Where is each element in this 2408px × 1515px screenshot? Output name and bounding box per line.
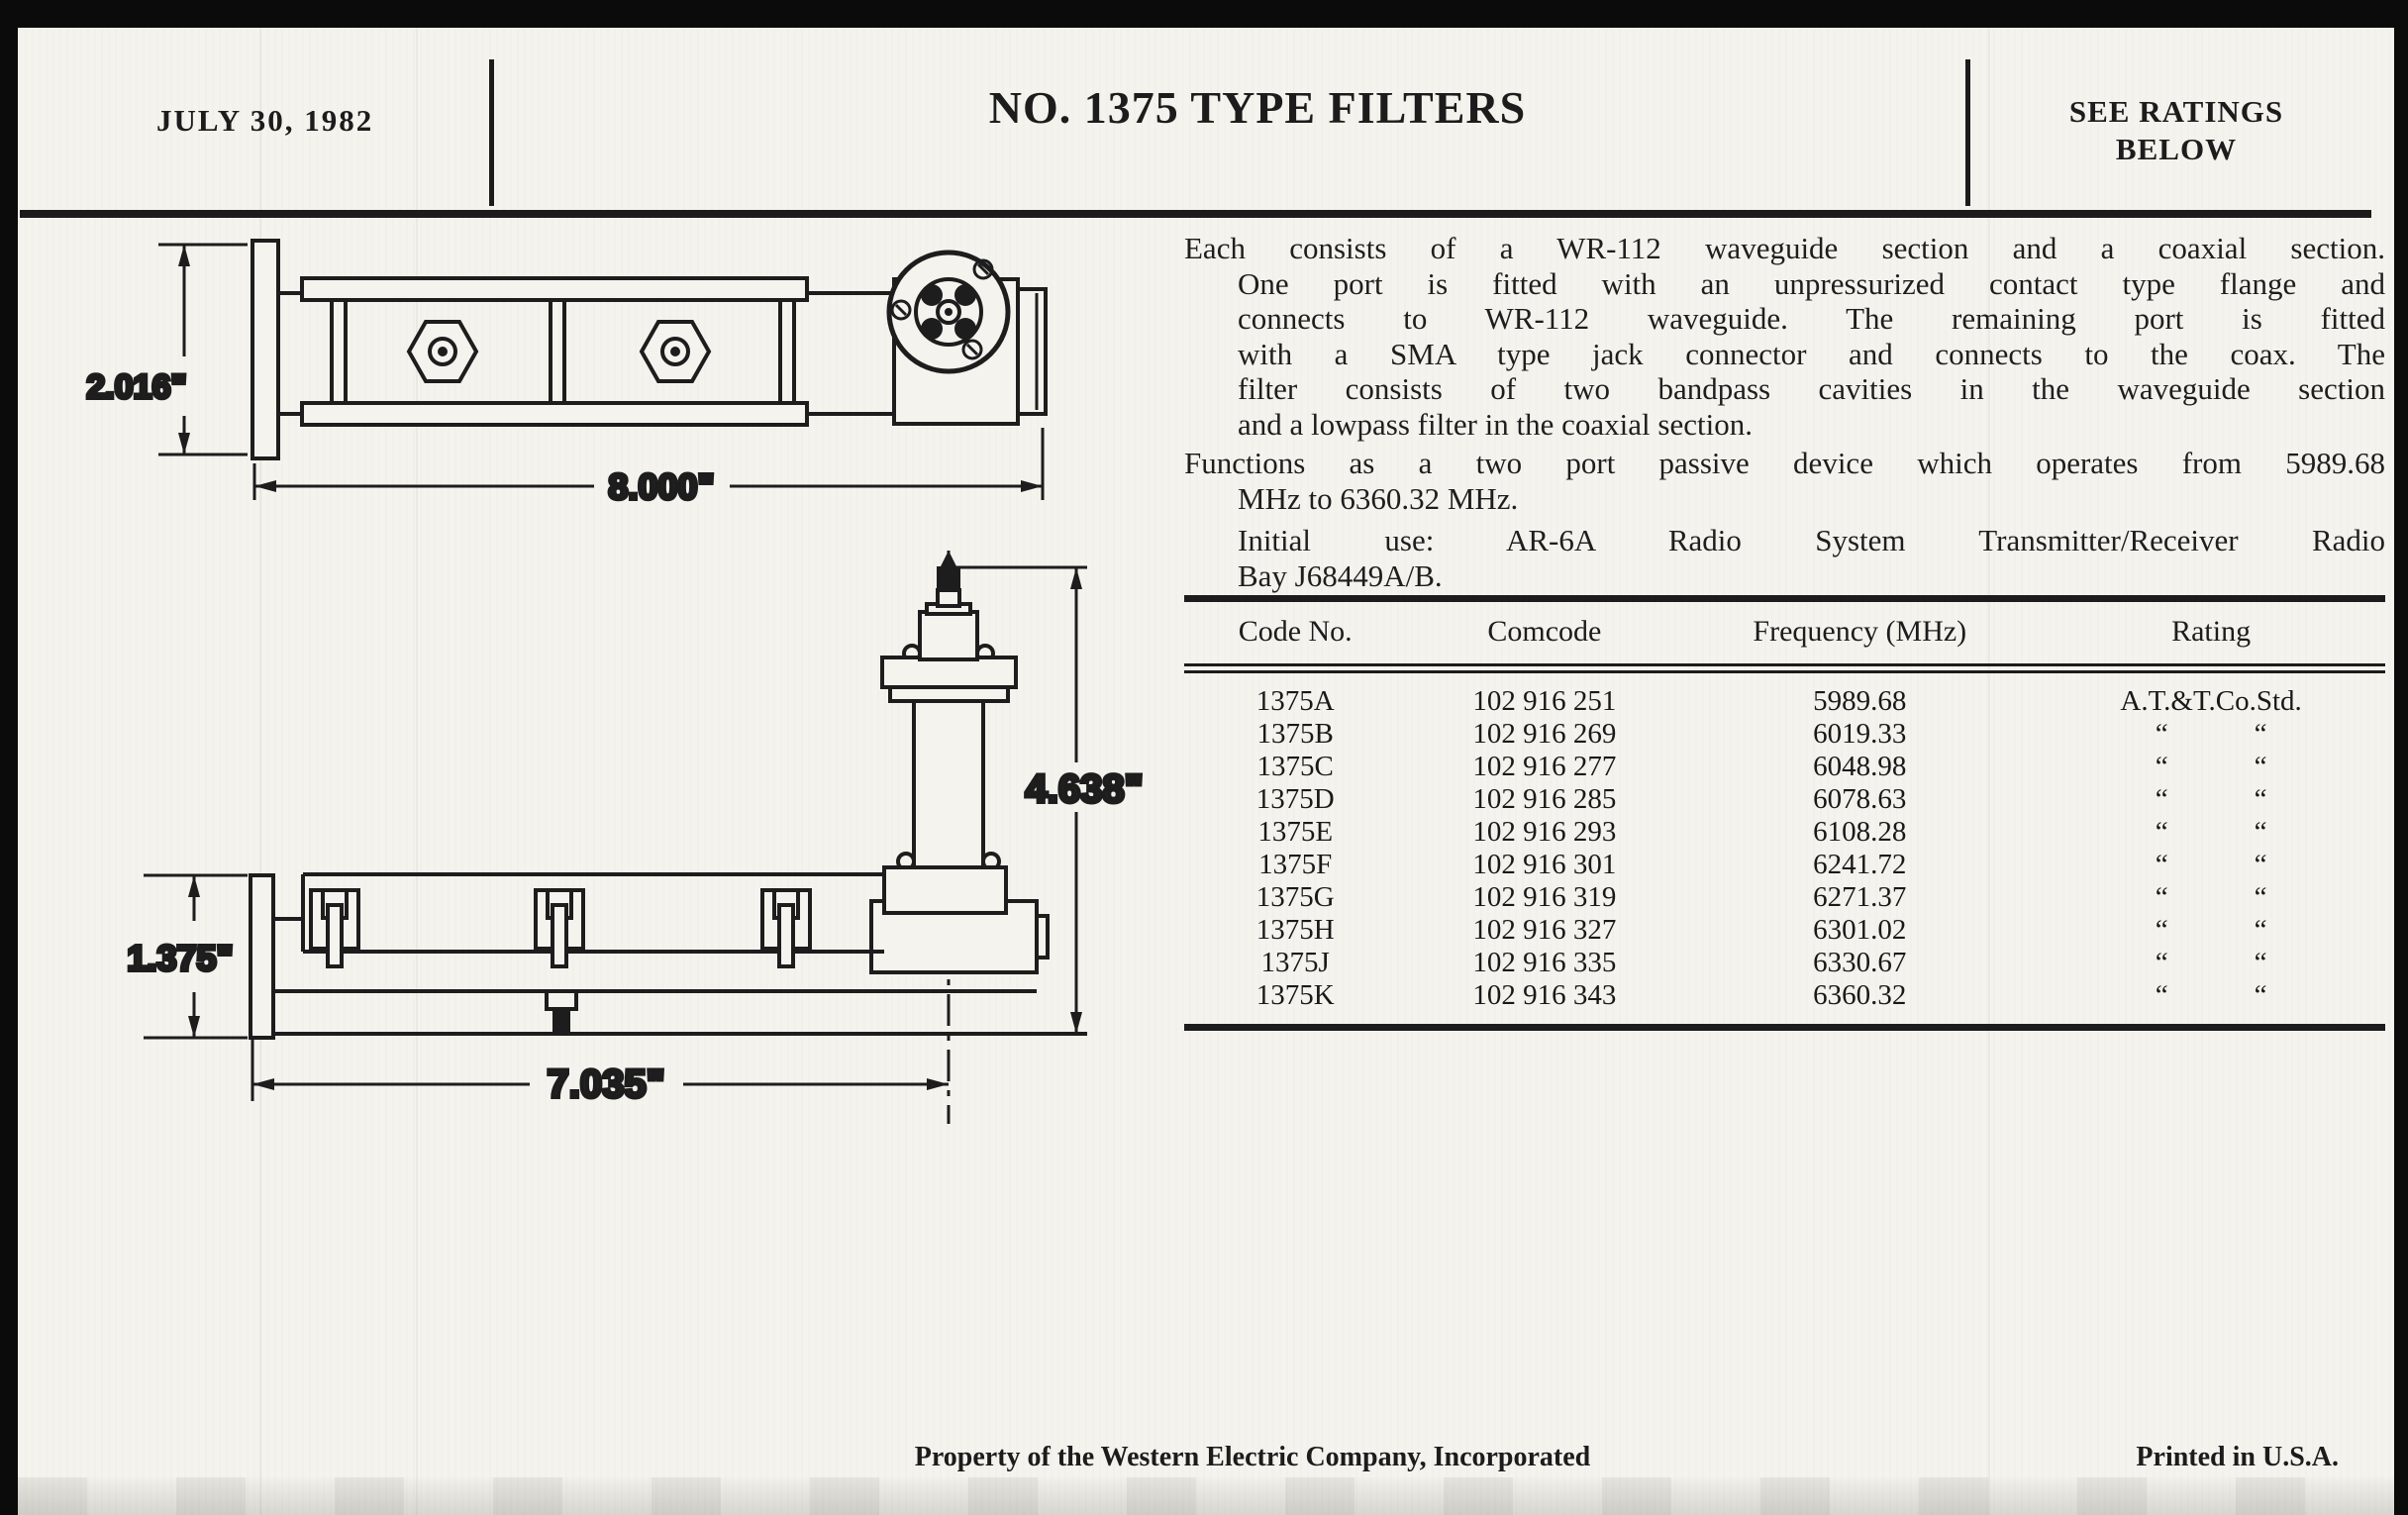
paragraph-line: filter consists of two bandpass cavities in the waveguide section: [1238, 371, 2385, 406]
code-cell: 1375H: [1255, 914, 1335, 946]
ratings-note-line2: BELOW: [2115, 132, 2238, 166]
table-row: [1184, 673, 2385, 718]
header-divider-right: [1965, 59, 1970, 206]
paragraph-line: and a lowpass filter in the coaxial section.: [1238, 406, 1753, 442]
description-paragraph-1: [1184, 231, 2385, 442]
rating-cell: “ “: [2155, 947, 2267, 978]
frequency-cell: 5989.68: [1813, 685, 1907, 717]
comcode-cell: 102 916 319: [1472, 881, 1617, 913]
code-cell: 1375F: [1258, 849, 1333, 880]
table-row: [1184, 783, 2385, 816]
rating-cell: A.T.&T.Co.Std.: [2120, 685, 2302, 717]
rating-cell: “ “: [2155, 718, 2267, 750]
code-cell: 1375C: [1256, 751, 1334, 782]
code-cell: 1375A: [1255, 685, 1335, 717]
frequency-cell: 6271.37: [1813, 881, 1907, 913]
paragraph-line: Functions as a two port passive device which operates from 5989.68: [1184, 446, 2385, 480]
paragraph-line: Bay J68449A/B.: [1238, 557, 1443, 593]
comcode-cell: 102 916 293: [1472, 816, 1617, 848]
header-divider-left: [489, 59, 494, 206]
comcode-cell: 102 916 285: [1472, 783, 1617, 815]
comcode-cell: 102 916 277: [1472, 751, 1617, 782]
paragraph-line: Each consists of a WR-112 waveguide section and a coaxial section.: [1184, 231, 2385, 265]
comcode-cell: 102 916 251: [1472, 685, 1617, 717]
frequency-cell: 6048.98: [1813, 751, 1907, 782]
table-header-row: [1184, 599, 2385, 664]
side-view-flange-height-dim-label: 1.375": [127, 938, 234, 978]
table-row: [1184, 947, 2385, 979]
frequency-cell: 6241.72: [1813, 849, 1907, 880]
table-row: [1184, 718, 2385, 751]
column-header-rating: Rating: [2171, 615, 2252, 648]
rating-cell: “ “: [2155, 783, 2267, 815]
scan-edge-shadow: [18, 1477, 2394, 1515]
rating-cell: “ “: [2155, 816, 2267, 848]
frequency-cell: 6019.33: [1813, 718, 1907, 750]
paragraph-line: Initial use: AR-6A Radio System Transmitter/Receiver Radio: [1238, 523, 2385, 557]
table-row: [1184, 914, 2385, 947]
ratings-table: [1184, 595, 2385, 1031]
column-header-comcode: Comcode: [1487, 615, 1602, 648]
comcode-cell: 102 916 343: [1472, 979, 1617, 1011]
top-view-height-dim-label: 2.016": [86, 368, 187, 406]
scan-fold-line: [259, 28, 261, 1515]
top-view-length-dim-label: 8.000": [608, 466, 715, 507]
double-rule: [1184, 663, 2385, 673]
code-cell: 1375E: [1257, 816, 1334, 848]
code-cell: 1375D: [1255, 783, 1335, 815]
side-view-height-dim-label: 4.638": [1025, 767, 1144, 811]
table-row: [1184, 751, 2385, 783]
comcode-cell: 102 916 327: [1472, 914, 1617, 946]
table-row: [1184, 881, 2385, 914]
frequency-cell: 6330.67: [1813, 947, 1907, 978]
printed-notice: Printed in U.S.A.: [2136, 1442, 2339, 1472]
comcode-cell: 102 916 269: [1472, 718, 1617, 750]
table-row: [1184, 816, 2385, 849]
frequency-cell: 6301.02: [1813, 914, 1907, 946]
comcode-cell: 102 916 335: [1472, 947, 1617, 978]
code-cell: 1375G: [1255, 881, 1335, 913]
frequency-cell: 6078.63: [1813, 783, 1907, 815]
rating-cell: “ “: [2155, 751, 2267, 782]
column-header-frequency: Frequency (MHz): [1753, 615, 1967, 648]
paragraph-line: MHz to 6360.32 MHz.: [1238, 480, 1519, 516]
code-cell: 1375K: [1255, 979, 1335, 1011]
rating-cell: “ “: [2155, 914, 2267, 946]
frequency-cell: 6360.32: [1813, 979, 1907, 1011]
table-header-rule: [1184, 663, 2385, 673]
ratings-note: [1992, 93, 2360, 168]
paragraph-line: with a SMA type jack connector and connects to the coax. The: [1238, 336, 2385, 371]
paragraph-line: One port is fitted with an unpressurized contact type flange and: [1238, 265, 2385, 301]
description-block: [1184, 231, 2385, 593]
table-row: [1184, 849, 2385, 881]
rating-cell: “ “: [2155, 881, 2267, 913]
code-cell: 1375J: [1260, 947, 1330, 978]
page-title: NO. 1375 TYPE FILTERS: [988, 82, 1527, 133]
document-date: JULY 30, 1982: [156, 103, 374, 138]
table-row: [1184, 979, 2385, 1028]
property-notice: Property of the Western Electric Company, Incorporated: [914, 1442, 1591, 1472]
paragraph-line: connects to WR-112 waveguide. The remaining port is fitted: [1238, 301, 2385, 336]
description-paragraph-3: [1184, 523, 2385, 593]
side-view-length-dim-label: 7.035": [547, 1062, 665, 1106]
rating-cell: “ “: [2155, 849, 2267, 880]
rating-cell: “ “: [2155, 979, 2267, 1011]
ratings-note-line1: SEE RATINGS: [2068, 94, 2284, 129]
scan-fold-line: [416, 28, 418, 1515]
comcode-cell: 102 916 301: [1472, 849, 1617, 880]
header-rule: [20, 210, 2371, 218]
description-paragraph-2: [1184, 446, 2385, 516]
frequency-cell: 6108.28: [1813, 816, 1907, 848]
column-header-code: Code No.: [1238, 615, 1353, 648]
code-cell: 1375B: [1256, 718, 1334, 750]
